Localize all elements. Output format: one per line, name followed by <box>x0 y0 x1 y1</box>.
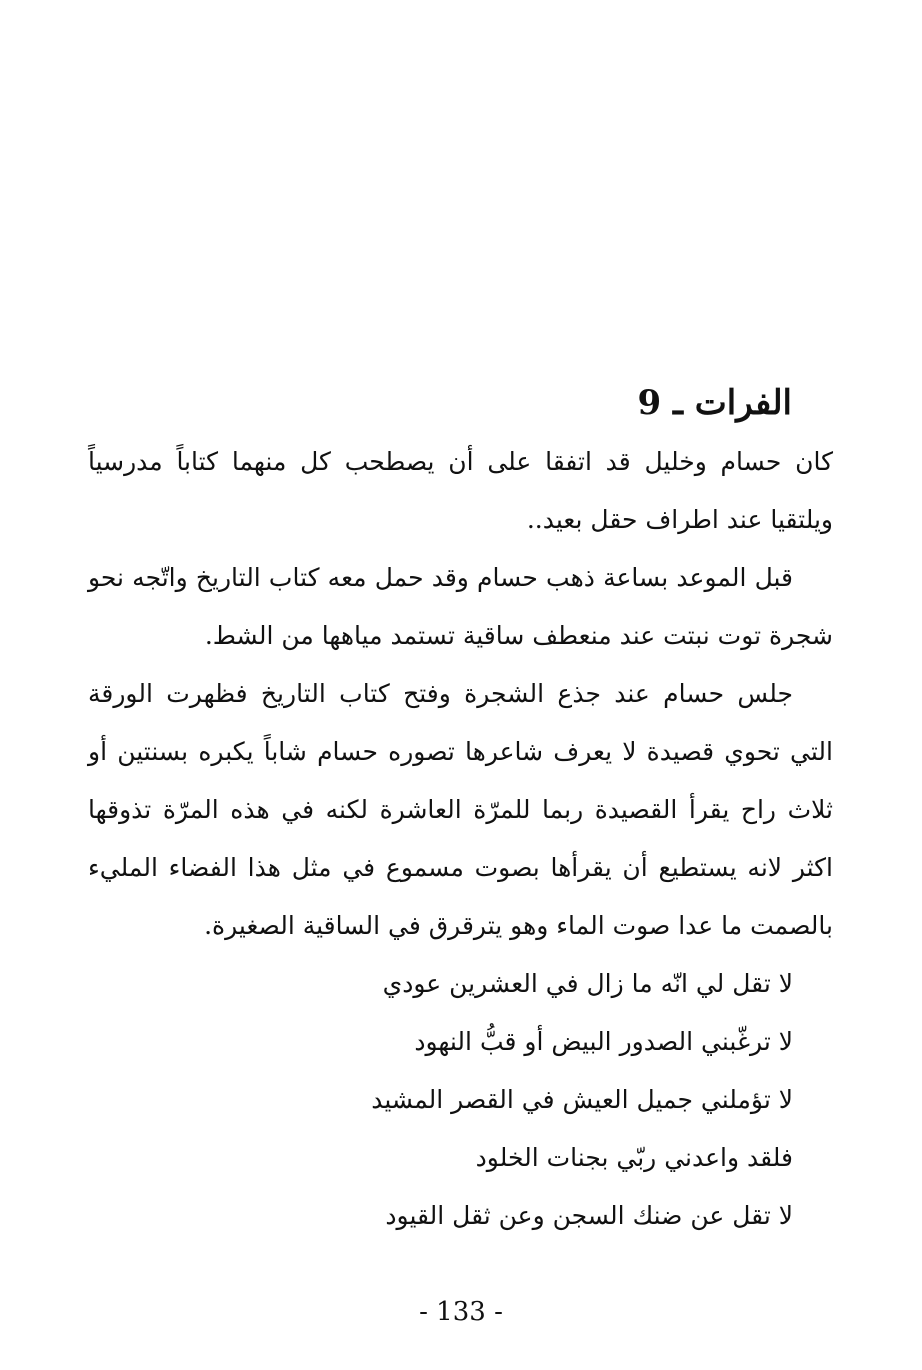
paragraph-1: كان حسام وخليل قد اتفقا على أن يصطحب كل منهما كتاباً مدرسياً ويلتقيا عند اطراف حقل بعيد.. <box>88 447 833 534</box>
paragraph-3: جلس حسام عند جذع الشجرة وفتح كتاب التاريخ فظهرت الورقة التي تحوي قصيدة لا يعرف شاعرها تصوره حسام شاباً يكبره بسنتين أو ثلاث راح يقرأ القصيدة ربما للمرّة العاشرة لكنه في هذه المرّة تذوقها اكثر لانه يستطيع أن يقرأها بصوت مسموع في مثل هذا الفضاء المليء بالصمت ما عدا صوت الماء وهو يترقرق في الساقية الصغيرة. <box>88 679 833 940</box>
poem-line-2: لا ترغّبني الصدور البيض أو قبُّ النهود <box>414 1027 793 1056</box>
poem-line-4: فلقد واعدني ربّي بجنات الخلود <box>475 1143 793 1172</box>
paragraph-2: قبل الموعد بساعة ذهب حسام وقد حمل معه كتاب التاريخ واتّجه نحو شجرة توت نبتت عند منعطف ساقية تستمد مياهها من الشط. <box>88 563 833 650</box>
poem <box>88 955 833 1245</box>
page-number: - 133 - <box>419 1297 503 1327</box>
chapter-title: الفرات ـ 9 <box>637 382 792 423</box>
body-text <box>88 433 833 1245</box>
poem-line-5: لا تقل عن ضنك السجن وعن ثقل القيود <box>385 1201 793 1230</box>
poem-line-1: لا تقل لي انّه ما زال في العشرين عودي <box>382 969 793 998</box>
poem-line-3: لا تؤملني جميل العيش في القصر المشيد <box>371 1085 793 1114</box>
